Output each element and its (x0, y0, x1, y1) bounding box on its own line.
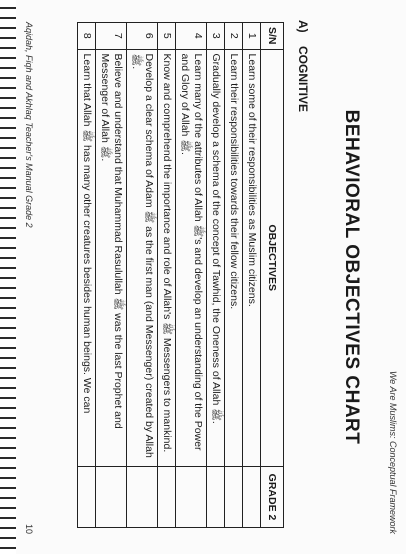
row-number: 5 (158, 23, 176, 50)
section-heading (296, 20, 310, 112)
row-number: 2 (225, 23, 243, 50)
table-row (243, 23, 261, 528)
document-page (16, 0, 406, 554)
spiral-binding (0, 0, 17, 554)
row-objective: Learn some of their responsibilities as Muslim citizens. (243, 49, 261, 466)
table-row (96, 23, 127, 528)
row-objective: Know and comprehend the importance and role of Allah's ﷺ Messengers to mankind. (158, 49, 176, 466)
row-grade-cell (158, 467, 176, 528)
row-number: 4 (176, 23, 207, 50)
row-objective: Learn many of the attributes of Allah ﷺ's and develop an understanding of the Power and Glory of Allah ﷺ. (176, 49, 207, 466)
row-number: 8 (78, 23, 96, 50)
header-objectives: OBJECTIVES (261, 49, 284, 466)
row-objective: Gradually develop a schema of the concept of Tawhid, the Oneness of Allah ﷺ. (207, 49, 225, 466)
row-grade-cell (96, 467, 127, 528)
section-label: COGNITIVE (296, 46, 310, 113)
row-number: 3 (207, 23, 225, 50)
table-header-row (261, 23, 284, 528)
section-letter: A) (296, 20, 310, 33)
page-title: BEHAVIORAL OBJECTIVES CHART (341, 109, 362, 445)
row-grade-cell (225, 467, 243, 528)
row-number: 1 (243, 23, 261, 50)
row-objective: Learn their responsibilities towards their fellow citizens. (225, 49, 243, 466)
table-row (225, 23, 243, 528)
table-row (207, 23, 225, 528)
row-grade-cell (78, 467, 96, 528)
page-number: 10 (24, 523, 34, 534)
row-grade-cell (207, 467, 225, 528)
header-sn: S/N (261, 23, 284, 50)
table-row (176, 23, 207, 528)
row-number: 6 (127, 23, 158, 50)
manual-footer: Aqidah, Fiqh and Akhlaq Teacher's Manual Grade 2 (24, 22, 34, 228)
row-number: 7 (96, 23, 127, 50)
header-grade: GRADE 2 (261, 467, 284, 528)
row-objective: Learn that Allah ﷺ has many other creatures besides human beings. We can (78, 49, 96, 466)
row-grade-cell (243, 467, 261, 528)
table-row (127, 23, 158, 528)
table-row (78, 23, 96, 528)
row-objective: Believe and understand that Muhammad Rasulullah ﷺ was the last Prophet and Messenger of Allah ﷺ. (96, 49, 127, 466)
objectives-table (77, 22, 284, 528)
row-grade-cell (127, 467, 158, 528)
framework-header: We Are Muslims: Conceptual Framework (388, 370, 398, 534)
table-row (158, 23, 176, 528)
row-grade-cell (176, 467, 207, 528)
row-objective: Develop a clear schema of Adam ﷺ as the first man (and Messenger) created by Allah ﷺ. (127, 49, 158, 466)
